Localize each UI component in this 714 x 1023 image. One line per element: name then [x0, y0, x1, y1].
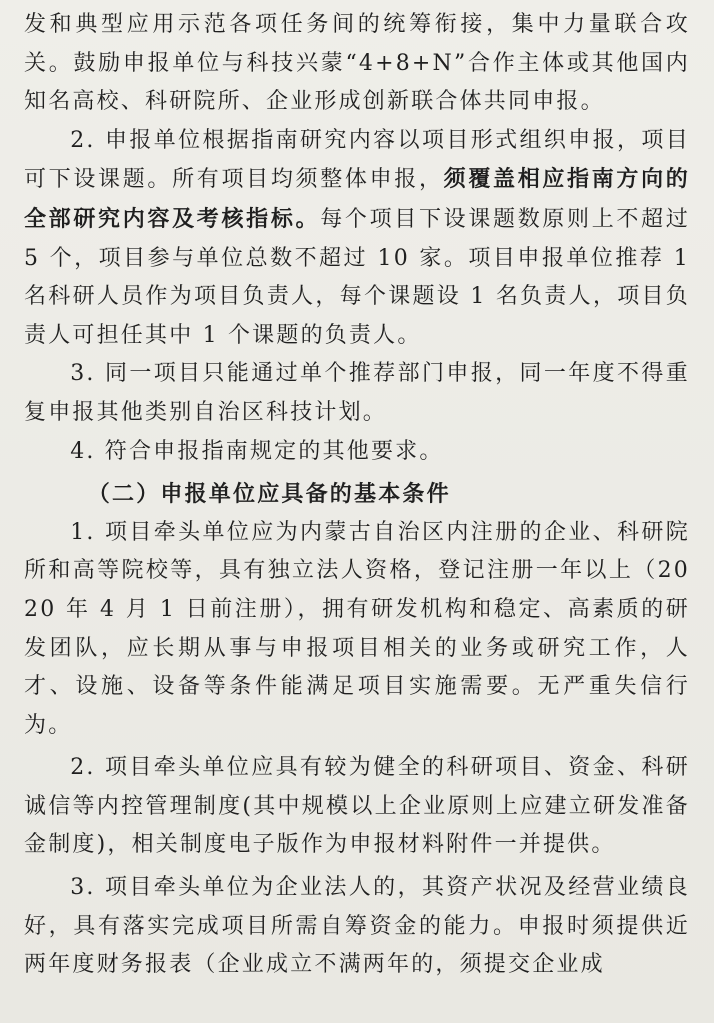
paragraph-condition-2-management: 2. 项目牵头单位应具有较为健全的科研项目、资金、科研诚信等内控管理制度(其中规模以上企业原则上应建立研发准备金制度)，相关制度电子版作为申报材料附件一并提供。 [24, 755, 690, 858]
item-2-emphasis: 须覆盖相应指南方向的全部研究内容及考核指标。 [24, 166, 690, 232]
paragraph-condition-3-finance: 3. 项目牵头单位为企业法人的，其资产状况及经营业绩良好，具有落实完成项目所需自筹资金的能力。申报时须提供近两年度财务报表（企业成立不满两年的，须提交企业成 [24, 875, 690, 978]
paragraph-item-3-single-department: 3. 同一项目只能通过单个推荐部门申报，同一年度不得重复申报其他类别自治区科技计划。 [24, 361, 690, 425]
paragraph-collaboration: 发和典型应用示范各项任务间的统筹衔接，集中力量联合攻关。鼓励申报单位与科技兴蒙“4+8+N”合作主体或其他国内知名高校、科研院所、企业形成创新联合体共同申报。 [24, 12, 690, 115]
paragraph-item-4-other-requirements: 4. 符合申报指南规定的其他要求。 [70, 438, 444, 464]
paragraph-condition-1-lead-unit: 1. 项目牵头单位应为内蒙古自治区内注册的企业、科研院所和高等院校等，具有独立法人资格，登记注册一年以上（2020 年 4 月 1 日前注册），拥有研发机构和稳定、高素质的研发团队，应长期从事与申报项目相关的业务或研究工作，人才、设施、设备等条件能满足项目实施需要。无严重失信行为。 [24, 519, 690, 738]
item-2-text-start: 2. 申报单位根据指南研究内容以项目形式组织申报，项目可下设课题。所有项目均须整体申报， [24, 127, 690, 193]
item-2-text-end: 每个项目下设课题数原则上不超过 5 个，项目参与单位总数不超过 10 家。项目申报单位推荐 1 名科研人员作为项目负责人，每个课题设 1 名负责人，项目负责人可担任其中 1 个课题的负责人。 [24, 206, 690, 348]
paragraph-item-2-application-form [24, 122, 690, 356]
section-heading-basic-conditions: （二）申报单位应具备的基本条件 [87, 481, 451, 508]
